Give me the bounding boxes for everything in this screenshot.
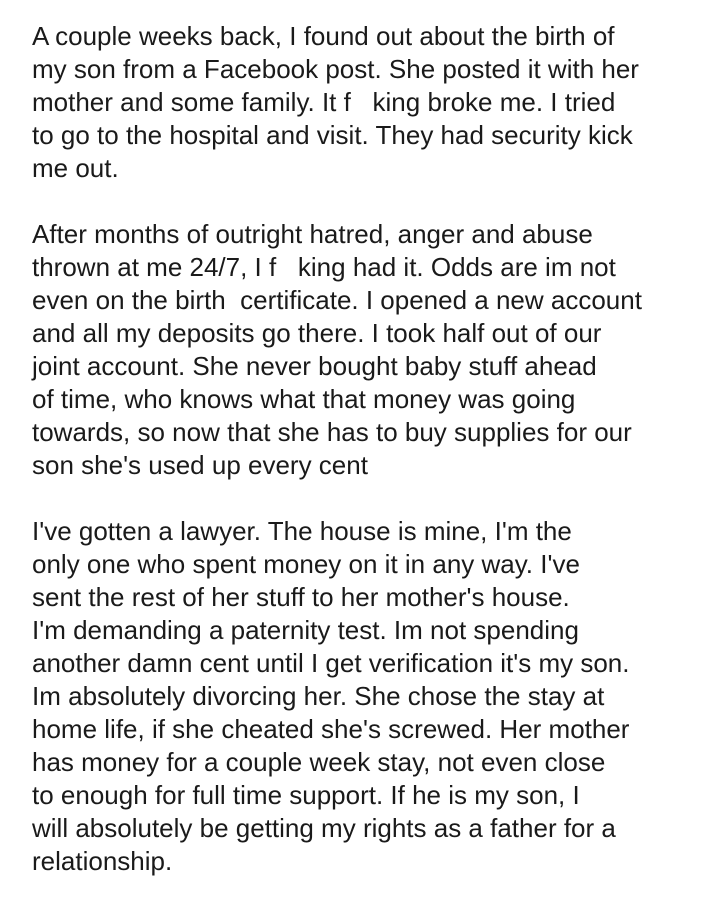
text-line: towards, so now that she has to buy supplies for our (32, 417, 632, 447)
text-line: After months of outright hatred, anger and abuse (32, 219, 593, 249)
text-line: joint account. She never bought baby stuff ahead (32, 351, 597, 381)
text-line: son she's used up every cent (32, 450, 368, 480)
text-line: sent the rest of her stuff to her mother's house. (32, 582, 570, 612)
text-line: only one who spent money on it in any way. I've (32, 549, 580, 579)
text-line: to go to the hospital and visit. They had security kick (32, 120, 633, 150)
text-line: me out. (32, 153, 119, 183)
text-line: even on the birth certificate. I opened a new account (32, 285, 642, 315)
text-line: A couple weeks back, I found out about the birth of (32, 21, 615, 51)
text-line: and all my deposits go there. I took half out of our (32, 318, 602, 348)
text-line: of time, who knows what that money was going (32, 384, 576, 414)
paragraph-3 (32, 515, 700, 878)
paragraph-2 (32, 218, 700, 482)
text-line: has money for a couple week stay, not even close (32, 747, 606, 777)
text-line: my son from a Facebook post. She posted it with her (32, 54, 639, 84)
text-line: I've gotten a lawyer. The house is mine, I'm the (32, 516, 572, 546)
text-line: I'm demanding a paternity test. Im not spending (32, 615, 579, 645)
text-line: thrown at me 24/7, I f king had it. Odds are im not (32, 252, 616, 282)
text-line: another damn cent until I get verification it's my son. (32, 648, 630, 678)
text-line: home life, if she cheated she's screwed. Her mother (32, 714, 630, 744)
paragraph-1 (32, 20, 700, 185)
text-line: relationship. (32, 846, 173, 876)
text-line: will absolutely be getting my rights as a father for a (32, 813, 616, 843)
text-line: Im absolutely divorcing her. She chose the stay at (32, 681, 605, 711)
text-line: mother and some family. It f king broke me. I tried (32, 87, 616, 117)
text-line: to enough for full time support. If he is my son, I (32, 780, 580, 810)
